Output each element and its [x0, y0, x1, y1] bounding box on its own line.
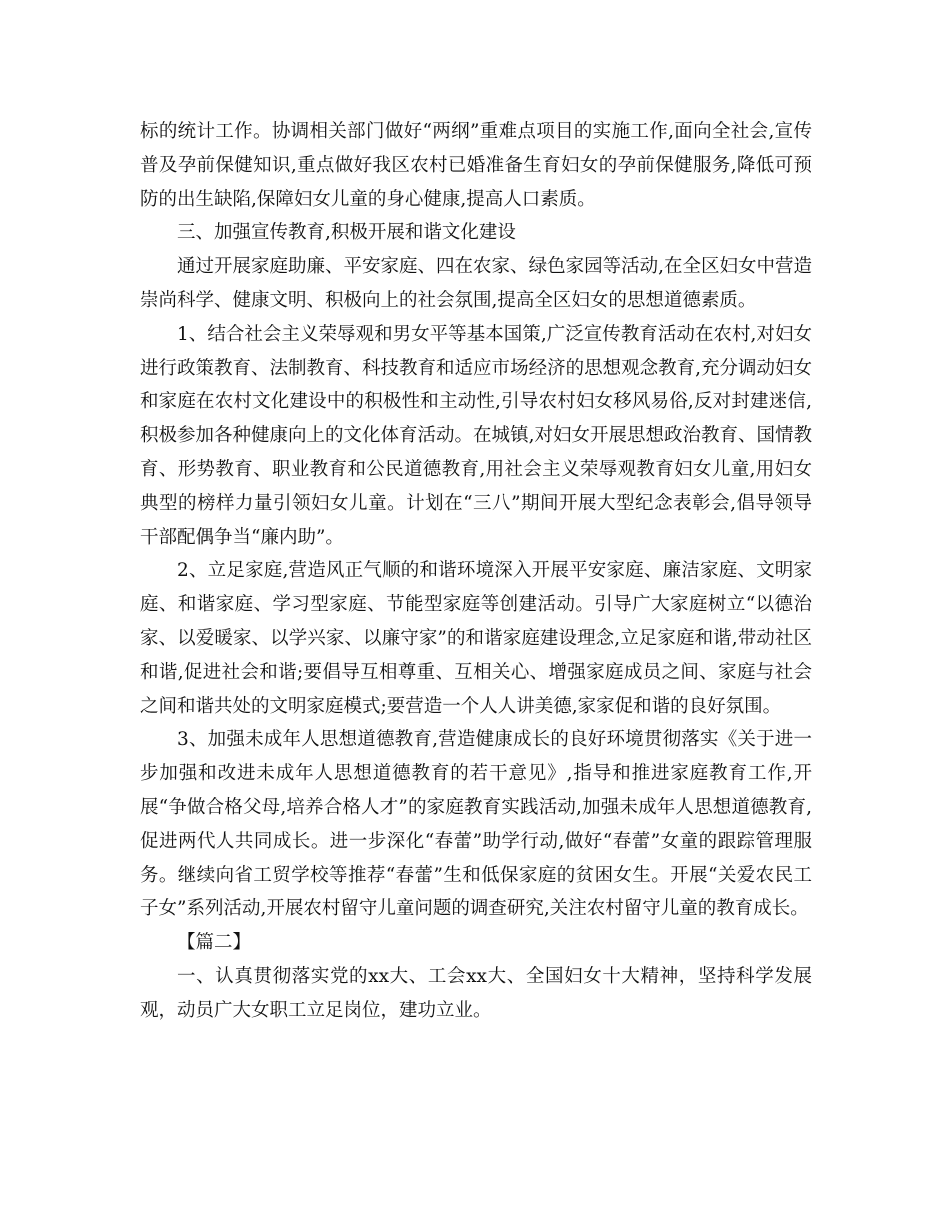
paragraph-part2-item-1: 一、认真贯彻落实党的xx大、工会xx大、全国妇女十大精神，坚持科学发展观，动员广大女职工立足岗位，建功立业。 [140, 965, 812, 1021]
paragraph-continuation: 标的统计工作。协调相关部门做好“两纲”重难点项目的实施工作,面向全社会,宣传普及孕前保健知识,重点做好我区农村已婚准备生育妇女的孕前保健服务,降低可预防的出生缺陷,保障妇女儿童的身心健康,提高人口素质。 [140, 121, 812, 210]
part-heading: 【篇二】 [177, 932, 252, 954]
paragraph-item-1: 1、结合社会主义荣辱观和男女平等基本国策,广泛宣传教育活动在农村,对妇女进行政策教育、法制教育、科技教育和适应市场经济的思想观念教育,充分调动妇女和家庭在农村文化建设中的积极性和主动性,引导农村妇女移风易俗,反对封建迷信,积极参加各种健康向上的文化体育活动。在城镇,对妇女开展思想政治教育、国情教育、形势教育、职业教育和公民道德教育,用社会主义荣辱观教育妇女儿童,用妇女典型的榜样力量引领妇女儿童。计划在“三八”期间开展大型纪念表彰会,倡导领导干部配偶争当“廉内助”。 [140, 323, 812, 548]
paragraph-intro: 通过开展家庭助廉、平安家庭、四在农家、绿色家园等活动,在全区妇女中营造崇尚科学、健康文明、积极向上的社会氛围,提高全区妇女的思想道德素质。 [140, 256, 812, 311]
paragraph-item-2: 2、立足家庭,营造风正气顺的和谐环境深入开展平安家庭、廉洁家庭、文明家庭、和谐家庭、学习型家庭、节能型家庭等创建活动。引导广大家庭树立“以德治家、以爱暖家、以学兴家、以廉守家”的和谐家庭建设理念,立足家庭和谐,带动社区和谐,促进社会和谐;要倡导互相尊重、互相关心、增强家庭成员之间、家庭与社会之间和谐共处的文明家庭模式;要营造一个人人讲美德,家家促和谐的良好氛围。 [140, 560, 812, 717]
document-body [140, 115, 812, 1028]
paragraph-item-3: 3、加强未成年人思想道德教育,营造健康成长的良好环境贯彻落实《关于进一步加强和改进未成年人思想道德教育的若干意见》,指导和推进家庭教育工作,开展“争做合格父母,培养合格人才”的家庭教育实践活动,加强未成年人思想道德教育,促进两代人共同成长。进一步深化“春蕾”助学行动,做好“春蕾”女童的跟踪管理服务。继续向省工贸学校等推荐“春蕾”生和低保家庭的贫困女生。开展“关爱农民工子女”系列活动,开展农村留守儿童问题的调查研究,关注农村留守儿童的教育成长。 [140, 729, 812, 920]
section-heading-3: 三、加强宣传教育,积极开展和谐文化建设 [177, 222, 516, 244]
